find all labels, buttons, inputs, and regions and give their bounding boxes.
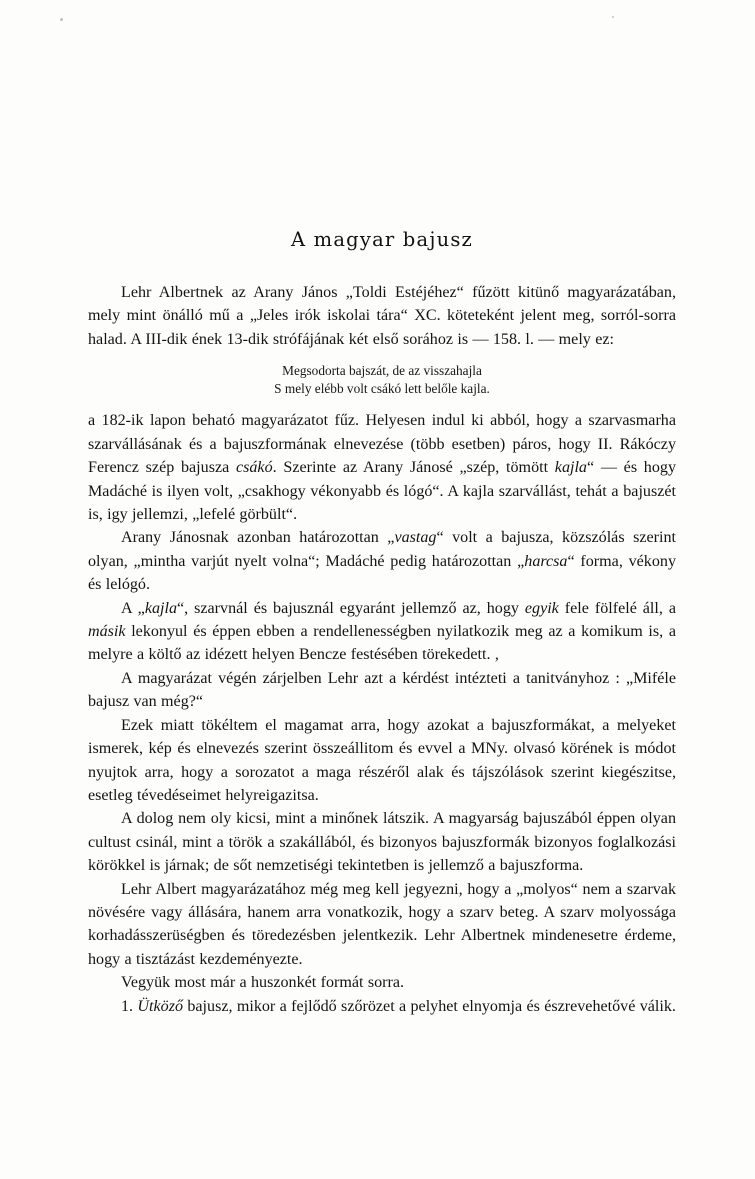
- verse-line-2: S mely elébb volt csákó lett belőle kajla.: [274, 380, 490, 396]
- text-column: [88, 228, 676, 1018]
- paragraph-commentary: [88, 409, 676, 526]
- kajla-part-b: “, szarvnál és bajusznál egyaránt jellemző az, hogy: [177, 599, 525, 617]
- commentary-part-c: “ — és hogy Madáché is ilyen volt, „csakhogy vékonyabb és lógó“. A kajla szarvállást, tehát a bajuszét is, igy jellemzi, „lefelé görbült“.: [88, 459, 676, 524]
- motivation-text: Ezek miatt tökéltem el magamat arra, hogy azokat a bajuszformákat, a melyeket ismerek, kép és elnevezés szerint összeállitom és evvel a MNy. olvasó körének is módot nyujtok arra, hogy a sorozatot a maga részéről alak és tájszólások szerint kiegészitse, esetleg tévedéseimet helyreigazitsa.: [88, 716, 676, 804]
- paragraph-intro: [88, 281, 676, 351]
- kajla-part-a: A „: [121, 599, 145, 617]
- paragraph-transition: [88, 971, 676, 994]
- arany-part-b: “ volt a bajusza, közszólás szerint olyan, „mintha varjút nyelt volna“; Madáché pedig határozottan „: [88, 529, 676, 570]
- term-egyik: egyik: [524, 599, 559, 617]
- item-1-text: bajusz, mikor a fejlődő szőrözet a pelyhet elnyomja és észrevehetővé válik.: [183, 997, 676, 1015]
- term-kajla-2: kajla: [144, 599, 178, 617]
- paragraph-molyos: [88, 878, 676, 972]
- term-utkozo: Ütköző: [137, 997, 184, 1015]
- transition-text: Vegyük most már a huszonkét formát sorra.: [121, 974, 405, 992]
- item-1-number: 1.: [121, 997, 138, 1015]
- paragraph-item-1: [88, 995, 676, 1018]
- commentary-part-a: a 182-ik lapon beható magyarázatot fűz. Helyesen indul ki abból, hogy a szarvasmarha szarvállásának és a bajuszformának elnevezése (több esetben) páros, hogy II. Rákóczy Ferencz szép bajusza: [88, 412, 676, 477]
- paragraph-kajla: [88, 597, 676, 667]
- term-masik: másik: [88, 623, 126, 641]
- paragraph-cultus: [88, 807, 676, 877]
- paragraph-intro-text: Lehr Albertnek az Arany János „Toldi Estéjéhez“ fűzött kitünő magyarázatában, mely mint önálló mű a „Jeles irók iskolai tára“ XC. köteteként jelent meg, sorról-sorra halad. A III-dik ének 13-dik strófájának két első sorához is — 158. l. — mely ez:: [88, 284, 676, 348]
- paragraph-arany: [88, 526, 676, 596]
- commentary-part-b: . Szerinte az Arany Jánosé „szép, tömött: [272, 459, 555, 477]
- verse-quote: [88, 362, 676, 397]
- scan-speckle-right: [612, 16, 614, 18]
- term-csako: csákó: [235, 459, 273, 477]
- term-harcsa: harcsa: [524, 552, 568, 570]
- arany-part-a: Arany Jánosnak azonban határozottan „: [121, 529, 395, 547]
- question-text: A magyarázat végén zárjelben Lehr azt a kérdést intézteti a tanitványhoz : „Miféle bajusz van még?“: [88, 669, 676, 711]
- paragraph-motivation: [88, 714, 676, 808]
- term-kajla: kajla: [554, 459, 587, 477]
- kajla-part-d: lekonyul és éppen ebben a rendellenességben nyilatkozik meg az a komikum is, a melyre a költő az idézett helyen Bencze festésében törekedett. ,: [88, 623, 676, 664]
- term-vastag: vastag: [394, 529, 437, 547]
- verse-line-1: Megsodorta bajszát, de az visszahajla: [282, 363, 482, 379]
- scan-speckle-left: [60, 18, 63, 21]
- molyos-text: Lehr Albert magyarázatához még meg kell jegyezni, hogy a „molyos“ nem a szarvak növésére vagy állására, hanem arra vonatkozik, hogy a szarv beteg. A szarv molyossága korhadásszerüségben és töredezésben jelentkezik. Lehr Albertnek mindenesetre érdeme, hogy a tisztázást kezdeményezte.: [88, 880, 676, 968]
- paragraph-question: [88, 667, 676, 714]
- kajla-part-c: fele fölfelé áll, a: [558, 599, 676, 617]
- arany-part-c: “ forma, vékony és lelógó.: [88, 552, 676, 594]
- cultus-text: A dolog nem oly kicsi, mint a minőnek látszik. A magyarság bajuszából éppen olyan cultust csinál, mint a török a szakállából, és bizonyos bajuszformák bizonyos foglalkozási körökkel is járnak; de sőt nemzetiségi tekintetben is jellemző a bajuszforma.: [88, 810, 676, 875]
- page-title: A magyar bajusz: [290, 228, 474, 251]
